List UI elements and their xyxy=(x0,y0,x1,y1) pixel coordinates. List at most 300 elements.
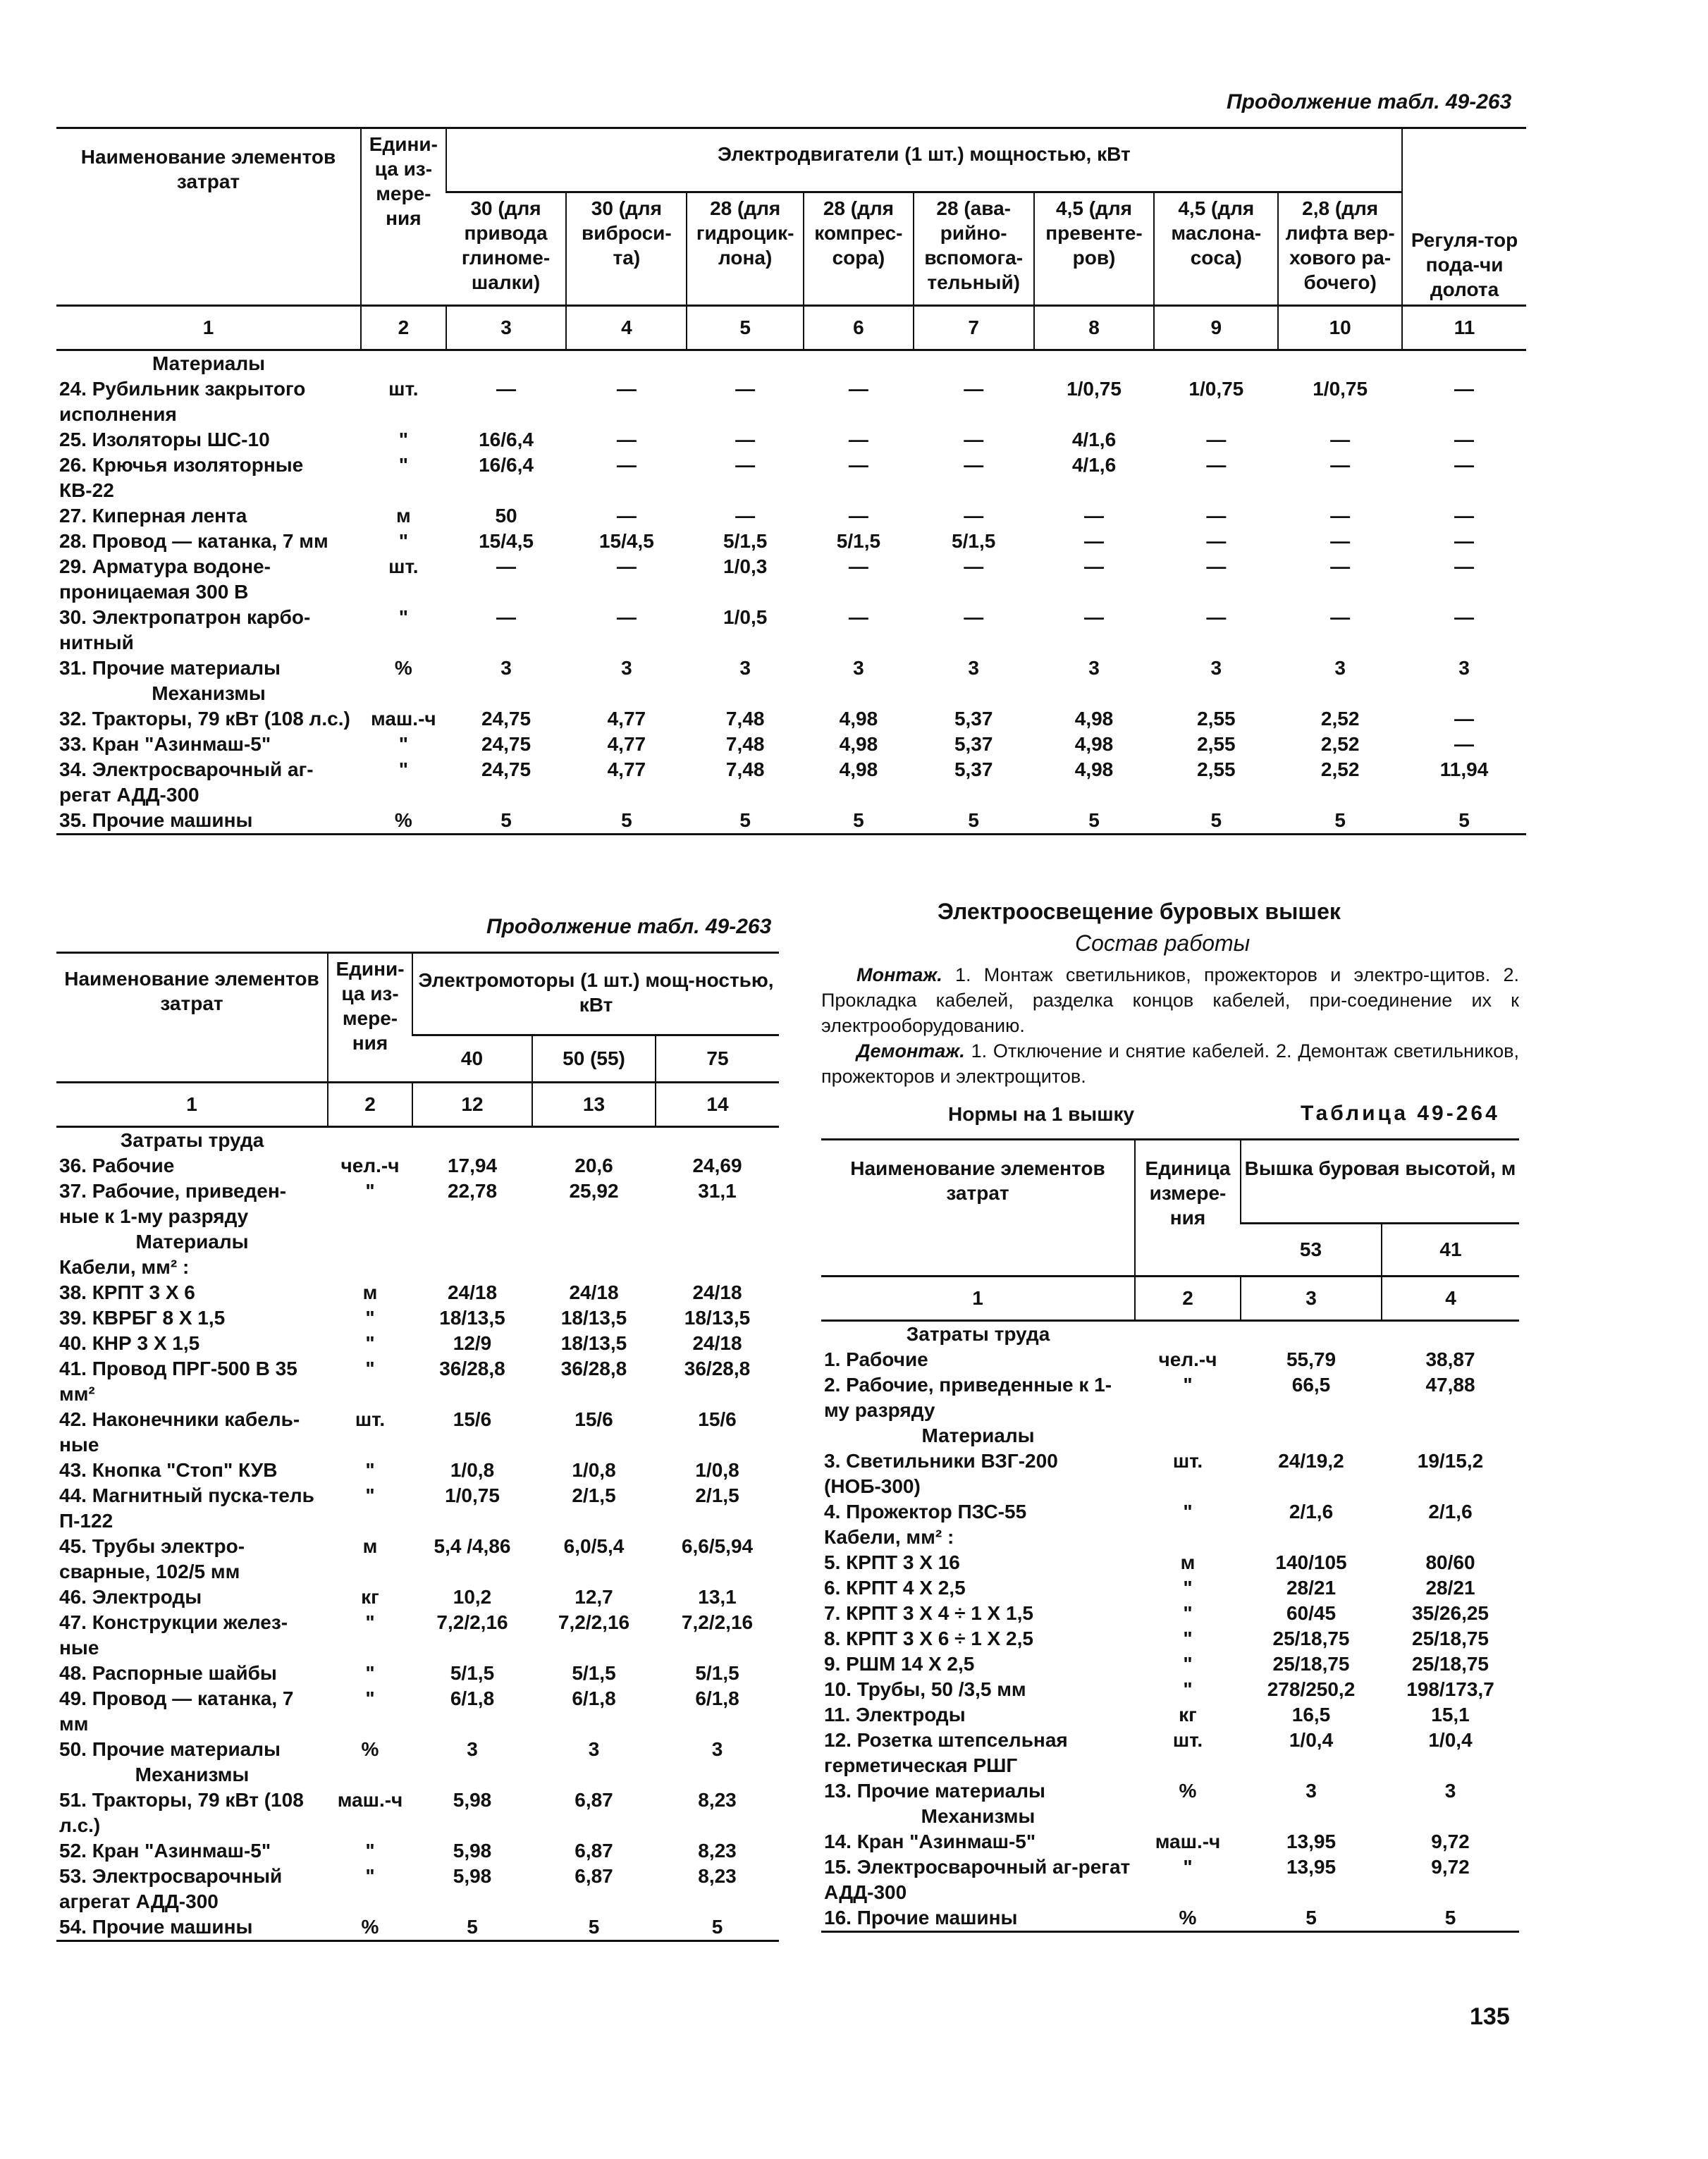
row-value: 5,98 xyxy=(453,1840,492,1862)
row-name: 47. Конструкции желез-ные xyxy=(59,1611,288,1659)
row-value: 24,75 xyxy=(481,708,532,730)
row-unit: шт. xyxy=(1172,1729,1203,1751)
table-row xyxy=(56,757,1526,808)
row-value: 17,94 xyxy=(447,1155,498,1176)
row-value: 5,37 xyxy=(954,758,993,780)
row-name: 9. РШМ 14 X 2,5 xyxy=(824,1653,975,1675)
row-value: — xyxy=(964,454,984,476)
right-table xyxy=(821,1138,1519,1933)
row-value: 140/105 xyxy=(1275,1551,1347,1573)
table-row xyxy=(821,1829,1519,1854)
row-value: 8,23 xyxy=(698,1789,737,1811)
row-name: 54. Прочие машины xyxy=(56,1914,328,1941)
row-value: 36/28,8 xyxy=(439,1358,505,1379)
row-unit: " xyxy=(398,454,408,476)
row-value: — xyxy=(616,606,637,628)
row-value: — xyxy=(1206,606,1227,628)
row-value: 28/21 xyxy=(1286,1577,1337,1599)
table-row xyxy=(56,1356,779,1407)
row-value: 1/0,75 xyxy=(1067,378,1122,400)
row-unit: м xyxy=(362,1281,378,1303)
row-unit: " xyxy=(1183,1602,1193,1624)
row-value: 25/18,75 xyxy=(1272,1628,1350,1649)
row-name: Кабели, мм² : xyxy=(824,1526,954,1548)
top-table xyxy=(56,127,1526,835)
table-row xyxy=(56,1534,779,1585)
row-unit: шт. xyxy=(1172,1450,1203,1472)
row-value: — xyxy=(848,505,868,527)
row-value: 11,94 xyxy=(1439,758,1489,780)
row-value: 24/18 xyxy=(692,1332,742,1354)
row-unit: % xyxy=(1179,1780,1197,1802)
row-value: 3 xyxy=(1458,657,1470,679)
table-row xyxy=(56,453,1526,503)
row-name: 52. Кран "Азинмаш-5" xyxy=(59,1840,271,1862)
montazh-label: Монтаж. xyxy=(856,964,942,985)
row-value: 5 xyxy=(1402,808,1526,835)
row-name: 49. Провод — катанка, 7 мм xyxy=(59,1687,294,1735)
row-value: — xyxy=(616,378,637,400)
row-value: 3 xyxy=(968,657,979,679)
section-heading: Механизмы xyxy=(152,682,266,704)
row-value: 15/6 xyxy=(698,1408,737,1430)
top-header-col-2: 30 (для виброси-та) xyxy=(566,192,687,306)
table-row xyxy=(56,1788,779,1838)
column-number: 4 xyxy=(1382,1277,1519,1321)
row-value: 13,95 xyxy=(1286,1856,1337,1878)
row-name: 8. КРПТ 3 X 6 ÷ 1 X 2,5 xyxy=(824,1628,1033,1649)
right-header-col-1: 53 xyxy=(1241,1224,1382,1277)
row-value: 9,72 xyxy=(1431,1831,1470,1852)
column-number: 11 xyxy=(1402,306,1526,350)
row-name: 41. Провод ПРГ-500 В 35 мм² xyxy=(59,1358,297,1405)
row-value: — xyxy=(964,429,984,450)
row-value: 28/21 xyxy=(1425,1577,1475,1599)
row-value: 2,52 xyxy=(1320,708,1360,730)
section-row xyxy=(56,1762,779,1788)
row-value: — xyxy=(1330,606,1351,628)
table-row xyxy=(56,1305,779,1331)
row-value: 4,98 xyxy=(839,758,878,780)
table-row xyxy=(56,1838,779,1864)
row-unit: " xyxy=(365,1662,375,1684)
row-name: 40. КНР 3 X 1,5 xyxy=(59,1332,200,1354)
row-unit: " xyxy=(365,1358,375,1379)
row-value: 25,92 xyxy=(569,1180,619,1202)
section-row xyxy=(821,1804,1519,1829)
row-value: — xyxy=(1330,530,1351,552)
row-value: — xyxy=(1330,429,1351,450)
column-number: 12 xyxy=(412,1083,532,1127)
row-unit: " xyxy=(1183,1653,1193,1675)
row-value: 18/13,5 xyxy=(684,1307,751,1329)
row-value: — xyxy=(496,378,517,400)
row-name: 5. КРПТ 3 X 16 xyxy=(824,1551,960,1573)
row-unit: " xyxy=(365,1611,375,1633)
row-value: — xyxy=(1454,454,1475,476)
table-row xyxy=(821,1854,1519,1905)
row-value: 38,87 xyxy=(1425,1348,1475,1370)
row-value: 19/15,2 xyxy=(1417,1450,1484,1472)
row-name: 16. Прочие машины xyxy=(821,1905,1135,1932)
row-value: 18/13,5 xyxy=(439,1307,505,1329)
row-value: 8,23 xyxy=(698,1865,737,1887)
table-row xyxy=(56,1458,779,1483)
row-value xyxy=(412,1255,532,1280)
column-number: 7 xyxy=(914,306,1034,350)
table-row xyxy=(821,1778,1519,1804)
section-heading: Материалы xyxy=(135,1231,249,1253)
row-value: 5/1,5 xyxy=(450,1662,495,1684)
row-name: 4. Прожектор ПЗС-55 xyxy=(824,1501,1027,1523)
row-name: 30. Электропатрон карбо-нитный xyxy=(59,606,311,653)
left-header-col-3: 75 xyxy=(656,1035,779,1083)
row-unit: кг xyxy=(1179,1704,1197,1726)
row-value: 16,5 xyxy=(1291,1704,1331,1726)
table-row xyxy=(56,1737,779,1762)
column-number: 2 xyxy=(328,1083,412,1127)
section-heading: Затраты труда xyxy=(906,1323,1050,1345)
row-unit: чел.-ч xyxy=(340,1155,400,1176)
row-unit: " xyxy=(398,530,408,552)
table-row xyxy=(821,1702,1519,1728)
table-row xyxy=(56,1914,779,1941)
row-value: 1/0,3 xyxy=(723,555,768,577)
row-value: 1/0,75 xyxy=(1188,378,1244,400)
row-value: 5/1,5 xyxy=(836,530,881,552)
row-name: 13. Прочие материалы xyxy=(824,1780,1045,1802)
row-value: 6,87 xyxy=(575,1789,613,1811)
row-value: 4,77 xyxy=(607,758,646,780)
table-row xyxy=(821,1651,1519,1677)
row-unit: " xyxy=(365,1459,375,1481)
row-value: 3 xyxy=(1210,657,1222,679)
table-row xyxy=(821,1626,1519,1651)
row-value: 4,98 xyxy=(1074,733,1114,755)
row-unit xyxy=(328,1255,412,1280)
column-number: 4 xyxy=(566,306,687,350)
row-value: 3 xyxy=(1444,1780,1456,1802)
table-row xyxy=(821,1677,1519,1702)
table-row xyxy=(56,1686,779,1737)
table-row xyxy=(56,732,1526,757)
row-unit: м xyxy=(1180,1551,1196,1573)
row-value: 2,55 xyxy=(1197,708,1236,730)
row-value: — xyxy=(1206,429,1227,450)
row-value: — xyxy=(964,555,984,577)
table-row xyxy=(821,1905,1519,1932)
left-header-name: Наименование элементов затрат xyxy=(64,968,319,1014)
row-value: 4,98 xyxy=(1074,708,1114,730)
row-value: 5 xyxy=(446,808,567,835)
table-row xyxy=(821,1575,1519,1601)
table-row xyxy=(821,1347,1519,1372)
row-name: 45. Трубы электро-сварные, 102/5 мм xyxy=(59,1535,245,1582)
row-value: — xyxy=(1454,708,1475,730)
row-value: 60/45 xyxy=(1286,1602,1337,1624)
row-value: 5/1,5 xyxy=(572,1662,616,1684)
row-name: 43. Кнопка "Стоп" КУВ xyxy=(59,1459,278,1481)
table-row xyxy=(56,1585,779,1610)
row-value: — xyxy=(1084,555,1104,577)
row-name: 36. Рабочие xyxy=(59,1155,175,1176)
section-row xyxy=(56,1127,779,1154)
row-value xyxy=(532,1255,656,1280)
table-row xyxy=(56,554,1526,605)
column-number: 13 xyxy=(532,1083,656,1127)
row-value: 18/13,5 xyxy=(560,1332,627,1354)
row-unit xyxy=(1135,1525,1241,1550)
row-value: — xyxy=(1330,505,1351,527)
row-value: 2/1,5 xyxy=(695,1484,739,1506)
row-value: 7,2/2,16 xyxy=(436,1611,508,1633)
row-unit: " xyxy=(365,1332,375,1354)
table-label: Таблица 49-264 xyxy=(1301,1102,1500,1125)
row-value: 25/18,75 xyxy=(1412,1628,1489,1649)
column-number: 8 xyxy=(1034,306,1155,350)
page-number: 135 xyxy=(1470,2003,1510,2030)
row-value: 5 xyxy=(1241,1905,1382,1932)
row-name: Кабели, мм² : xyxy=(59,1256,190,1278)
row-value: 5 xyxy=(412,1914,532,1941)
table-row xyxy=(56,1864,779,1914)
row-value: 20,6 xyxy=(575,1155,613,1176)
row-unit: маш.-ч xyxy=(371,708,436,730)
table-row xyxy=(821,1448,1519,1499)
row-value: — xyxy=(848,555,868,577)
row-value: — xyxy=(1454,530,1475,552)
row-unit: маш.-ч xyxy=(1155,1831,1221,1852)
row-value: 24/18 xyxy=(692,1281,742,1303)
row-unit: % xyxy=(361,1738,379,1760)
row-value: 3 xyxy=(1305,1780,1317,1802)
row-value: 2,55 xyxy=(1197,758,1236,780)
row-name: 27. Киперная лента xyxy=(59,505,247,527)
row-value: 2,52 xyxy=(1320,758,1360,780)
row-unit: " xyxy=(1183,1374,1193,1396)
row-value: 10,2 xyxy=(453,1586,492,1608)
column-number: 10 xyxy=(1278,306,1402,350)
section-heading: Затраты труда xyxy=(120,1129,264,1151)
right-header-group: Вышка буровая высотой, м xyxy=(1241,1140,1519,1224)
top-header-group: Электродвигатели (1 шт.) мощностью, кВт xyxy=(446,128,1402,192)
section-row xyxy=(821,1321,1519,1348)
row-name: 46. Электроды xyxy=(59,1586,202,1608)
row-value: — xyxy=(616,505,637,527)
row-value: — xyxy=(616,555,637,577)
row-value: 25/18,75 xyxy=(1412,1653,1489,1675)
row-value: 7,48 xyxy=(725,708,765,730)
top-header-col-4: 28 (для компрес-сора) xyxy=(804,192,914,306)
row-value: 50 xyxy=(495,505,517,527)
row-name: 33. Кран "Азинмаш-5" xyxy=(59,733,271,755)
row-value: 5,98 xyxy=(453,1789,492,1811)
table-row xyxy=(821,1499,1519,1525)
norms-label: Нормы на 1 вышку xyxy=(948,1103,1135,1125)
row-value: 24/19,2 xyxy=(1278,1450,1344,1472)
row-value: 198/173,7 xyxy=(1406,1678,1494,1700)
table-row xyxy=(56,376,1526,427)
row-value: 36/28,8 xyxy=(684,1358,751,1379)
top-header-col-5: 28 (ава-рийно-вспомога-тельный) xyxy=(914,192,1034,306)
section-subtitle: Состав работы xyxy=(1075,930,1251,956)
top-header-col-9: Регуля-тор пода-чи долота xyxy=(1402,128,1526,306)
row-name: 7. КРПТ 3 X 4 ÷ 1 X 1,5 xyxy=(824,1602,1033,1624)
left-table xyxy=(56,952,779,1942)
row-value: 35/26,25 xyxy=(1412,1602,1489,1624)
table-row xyxy=(821,1550,1519,1575)
top-header-col-7: 4,5 (для маслона-coca) xyxy=(1154,192,1278,306)
row-unit: " xyxy=(365,1840,375,1862)
table-row xyxy=(56,808,1526,835)
row-name: 32. Тракторы, 79 кВт (108 л.с.) xyxy=(59,708,350,730)
row-value: 7,48 xyxy=(725,733,765,755)
row-value: 1/0,4 xyxy=(1289,1729,1334,1751)
row-value: — xyxy=(1084,530,1104,552)
left-continuation-label: Продолжение табл. 49-263 xyxy=(486,915,772,938)
table-row xyxy=(56,656,1526,681)
row-value: — xyxy=(848,454,868,476)
row-name: 12. Розетка штепсельная герметическая РШГ xyxy=(824,1729,1068,1776)
row-unit: " xyxy=(365,1865,375,1887)
row-value: 2,52 xyxy=(1320,733,1360,755)
table-row xyxy=(56,1255,779,1280)
row-name: 34. Электросварочный аг-регат АДД-300 xyxy=(59,758,314,806)
demontazh-paragraph xyxy=(821,1038,1519,1089)
row-value: — xyxy=(848,606,868,628)
row-name: 39. КВРБГ 8 X 1,5 xyxy=(59,1307,226,1329)
left-header-unit: Едини-ца из-мере-ния xyxy=(328,953,412,1083)
table-row xyxy=(56,1407,779,1458)
row-value: 5 xyxy=(687,808,804,835)
row-value: — xyxy=(616,429,637,450)
row-name: 26. Крючья изоляторные КВ-22 xyxy=(59,454,304,501)
row-value: 1/0,8 xyxy=(695,1459,739,1481)
row-name: 37. Рабочие, приведен-ные к 1-му разряду xyxy=(59,1180,287,1227)
table-row xyxy=(821,1525,1519,1550)
row-value: — xyxy=(1206,505,1227,527)
section-row xyxy=(56,350,1526,377)
row-name: 15. Электросварочный аг-регат АДД-300 xyxy=(824,1856,1131,1903)
row-name: 10. Трубы, 50 /3,5 мм xyxy=(824,1678,1026,1700)
left-header-group: Электромоторы (1 шт.) мощ-ностью, кВт xyxy=(412,953,779,1035)
row-value: 3 xyxy=(739,657,751,679)
table-row xyxy=(56,529,1526,554)
row-value: — xyxy=(735,378,756,400)
row-value: 4/1,6 xyxy=(1071,454,1117,476)
row-unit: кг xyxy=(361,1586,379,1608)
row-value: 7,48 xyxy=(725,758,765,780)
table-row xyxy=(821,1728,1519,1778)
row-value: — xyxy=(1084,505,1104,527)
row-value: 31,1 xyxy=(698,1180,737,1202)
row-value xyxy=(1382,1525,1519,1550)
row-value: 5/1,5 xyxy=(952,530,996,552)
table-row xyxy=(56,1610,779,1661)
row-value: 25/18,75 xyxy=(1272,1653,1350,1675)
row-value: 4,77 xyxy=(607,708,646,730)
top-header-name: Наименование элементов затрат xyxy=(80,146,336,192)
top-header-col-3: 28 (для гидроцик-лона) xyxy=(687,192,804,306)
right-column-numbers xyxy=(821,1277,1519,1321)
row-value: 3 xyxy=(621,657,632,679)
row-value: 3 xyxy=(467,1738,478,1760)
row-value: 5,37 xyxy=(954,708,993,730)
row-value: 55,79 xyxy=(1286,1348,1337,1370)
row-value: — xyxy=(735,429,756,450)
row-value: 5 xyxy=(656,1914,779,1941)
row-value: 5,37 xyxy=(954,733,993,755)
left-header-col-1: 40 xyxy=(412,1035,532,1083)
row-name: 42. Наконечники кабель-ные xyxy=(59,1408,300,1456)
row-value: 24,75 xyxy=(481,758,532,780)
row-value: 24,69 xyxy=(692,1155,742,1176)
row-value: 36/28,8 xyxy=(560,1358,627,1379)
row-value: 2/1,5 xyxy=(572,1484,616,1506)
row-value: 6/1,8 xyxy=(695,1687,739,1709)
column-number: 1 xyxy=(821,1277,1135,1321)
column-number: 5 xyxy=(687,306,804,350)
table-row xyxy=(56,1483,779,1534)
row-value: — xyxy=(964,505,984,527)
row-value: — xyxy=(964,378,984,400)
row-value: 15,1 xyxy=(1431,1704,1470,1726)
row-unit: " xyxy=(365,1484,375,1506)
row-value: 24/18 xyxy=(569,1281,619,1303)
top-header-unit: Едини-ца из-мере-ния xyxy=(361,128,446,306)
row-value: 1/0,75 xyxy=(445,1484,500,1506)
row-value: — xyxy=(735,454,756,476)
column-number: 2 xyxy=(361,306,446,350)
row-unit: шт. xyxy=(388,555,419,577)
row-unit: " xyxy=(398,606,408,628)
row-value: 278/250,2 xyxy=(1267,1678,1356,1700)
row-value: 1/0,8 xyxy=(450,1459,495,1481)
row-value: — xyxy=(848,429,868,450)
row-value: 1/0,75 xyxy=(1313,378,1368,400)
row-unit: % xyxy=(361,808,446,835)
column-number: 3 xyxy=(1241,1277,1382,1321)
row-value: 15/4,5 xyxy=(479,530,534,552)
row-value: 5/1,5 xyxy=(723,530,768,552)
row-unit: % xyxy=(394,657,412,679)
right-header-name: Наименование элементов затрат xyxy=(850,1157,1105,1204)
row-value: — xyxy=(1454,733,1475,755)
row-value: 2/1,6 xyxy=(1428,1501,1473,1523)
row-unit: " xyxy=(365,1180,375,1202)
row-value: 15/4,5 xyxy=(598,530,654,552)
table-row xyxy=(56,427,1526,453)
row-value: — xyxy=(496,555,517,577)
row-value: 6/1,8 xyxy=(450,1687,495,1709)
row-value: 18/13,5 xyxy=(560,1307,627,1329)
row-name: 31. Прочие материалы xyxy=(59,657,281,679)
row-unit: м xyxy=(395,505,411,527)
row-value: 3 xyxy=(711,1738,723,1760)
table-row xyxy=(56,605,1526,656)
row-value: 6/1,8 xyxy=(572,1687,616,1709)
right-header-unit: Единица измере-ния xyxy=(1135,1140,1241,1277)
row-value: — xyxy=(1330,454,1351,476)
row-value: — xyxy=(1206,530,1227,552)
column-number: 1 xyxy=(56,1083,328,1127)
section-heading: Материалы xyxy=(921,1425,1035,1446)
row-value: — xyxy=(1454,429,1475,450)
row-name: 3. Светильники ВЗГ-200 (НОБ-300) xyxy=(824,1450,1058,1497)
demontazh-label: Демонтаж. xyxy=(856,1040,965,1062)
row-unit: " xyxy=(398,758,408,780)
column-number: 6 xyxy=(804,306,914,350)
